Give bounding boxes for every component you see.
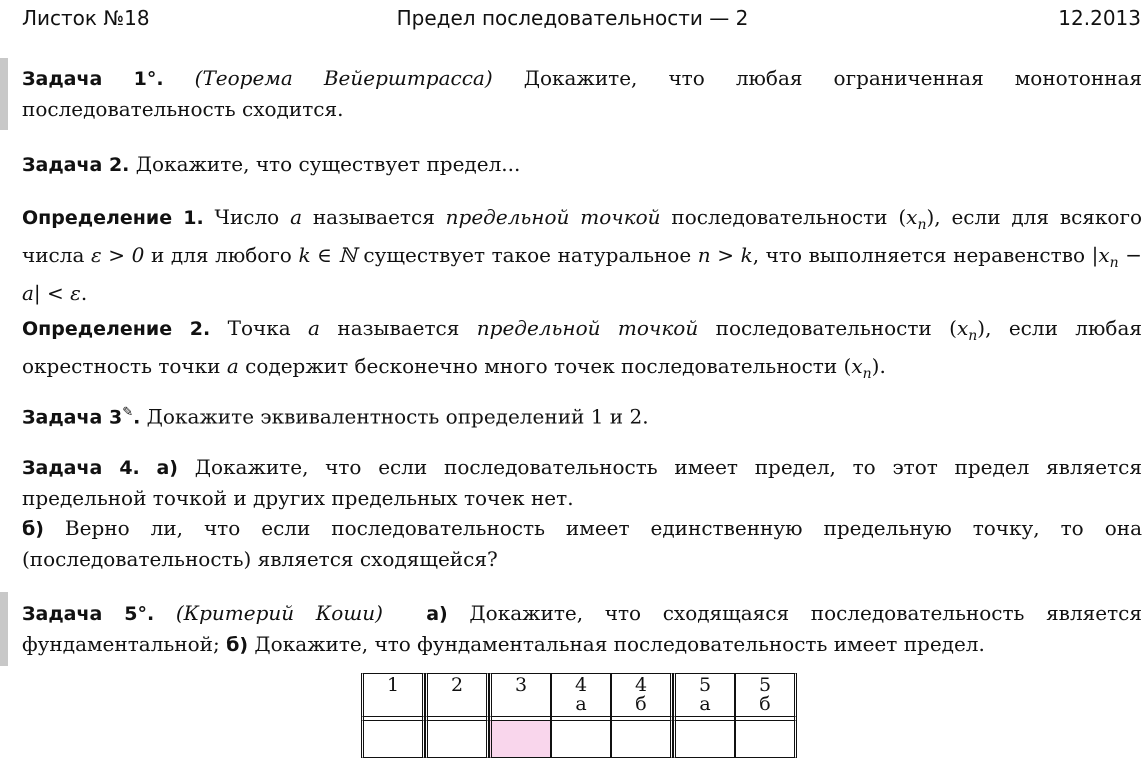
math-subscript: n: [862, 366, 872, 382]
problem-5-note: (Критерий Коши): [175, 601, 383, 625]
definition-1-text: последовательности (: [660, 205, 907, 229]
problem-1: [22, 63, 1142, 124]
problem-4b-label: б): [22, 518, 44, 540]
column-number: 3: [514, 674, 528, 696]
grade-table: [361, 673, 797, 758]
math-x: x: [851, 354, 863, 378]
definition-2-text: называется: [319, 316, 477, 340]
grade-column-header: [611, 673, 673, 717]
problem-4a-text: Докажите, что если последовательность имеет предел, то этот предел является предельной точкой и других предельных точек нет.: [22, 455, 1142, 510]
definition-2-text: ).: [871, 354, 886, 378]
column-number: 2: [450, 674, 464, 696]
problem-4: [22, 452, 1142, 574]
definition-1-text: ), если для всякого числа: [22, 205, 1142, 267]
grade-table-row: [361, 720, 797, 758]
math-subscript: n: [1109, 255, 1119, 271]
problem-1-label: Задача 1°.: [22, 68, 164, 90]
problem-3-label: Задача 3: [22, 406, 123, 429]
math-x: x: [906, 205, 918, 229]
math-inequality: |x: [1091, 243, 1110, 267]
sheet-number: Листок №18: [22, 6, 150, 30]
column-number: 4: [574, 674, 588, 696]
definition-2-text: содержит бесконечно много точек последовательности (: [238, 354, 852, 378]
math-a: a: [308, 316, 320, 340]
column-part: а: [575, 693, 587, 715]
math-a: a: [290, 205, 302, 229]
problem-2-label: Задача 2.: [22, 154, 130, 176]
grade-column-header: [673, 673, 735, 717]
sheet-title: Предел последовательности — 2: [396, 6, 749, 30]
grade-column-header: [425, 673, 489, 717]
definition-1-label: Определение 1.: [22, 207, 204, 229]
definition-1-text: и для любого: [144, 243, 299, 267]
definition-1-text: называется: [302, 205, 446, 229]
problem-4b-text: Верно ли, что если последовательность имеет единственную предельную точку, то она (последовательность) является сходящейся?: [22, 516, 1142, 571]
starred-margin-bar: [0, 592, 8, 666]
problem-2-text: Докажите, что существует предел...: [129, 152, 521, 176]
definition-2: [22, 313, 1142, 389]
problem-3-dot: .: [133, 406, 141, 429]
column-part: б: [635, 693, 647, 715]
column-number: 5: [698, 674, 712, 696]
grade-cell: [673, 720, 735, 758]
grade-cell: [735, 720, 797, 758]
problem-5b-label: б): [226, 634, 249, 656]
definition-1-text: существует такое натуральное: [356, 243, 698, 267]
math-subscript: n: [968, 328, 978, 344]
definition-1-text: , что выполняется неравенство: [752, 243, 1092, 267]
column-number: 1: [386, 674, 400, 696]
column-part: б: [759, 693, 771, 715]
grade-column-header: [489, 673, 551, 717]
problem-3-text: Докажите эквивалентность определений 1 и 2.: [140, 404, 649, 429]
definition-2-label: Определение 2.: [22, 318, 211, 340]
column-number: 5: [758, 674, 772, 696]
problem-4-label: Задача 4.: [22, 457, 140, 479]
column-part: а: [699, 693, 711, 715]
column-number: 4: [634, 674, 648, 696]
problem-5: [22, 598, 1142, 660]
definition-2-text: последовательности (: [698, 316, 957, 340]
sheet-date: 12.2013: [1058, 6, 1141, 30]
definition-2-text: Точка: [210, 316, 309, 340]
problem-4a-label: а): [156, 457, 178, 479]
grade-cell: [611, 720, 673, 758]
page-header: [0, 6, 1145, 36]
grade-table-header: [361, 673, 797, 717]
definition-1-text: Число: [203, 205, 291, 229]
grade-column-header: [551, 673, 611, 717]
math-epsilon: ε > 0: [90, 243, 145, 267]
grade-cell: [551, 720, 611, 758]
pencil-icon: ✎: [122, 405, 134, 420]
math-inequality: − a| < ε: [22, 243, 1143, 305]
problem-2: [22, 149, 1142, 180]
problem-5a-text: Докажите, что сходящаяся последовательность является фундаментальной;: [22, 601, 1142, 656]
math-n-gt-k: n > k: [697, 243, 753, 267]
grade-cell: [425, 720, 489, 758]
grade-cell-highlighted: [489, 720, 551, 758]
problem-5a-label: а): [426, 603, 448, 625]
problem-3: [22, 398, 1142, 433]
grade-column-header: [735, 673, 797, 717]
grade-column-header: [361, 673, 425, 717]
math-k: k ∈ ℕ: [298, 243, 357, 267]
starred-margin-bar: [0, 58, 8, 130]
math-x: x: [956, 316, 969, 340]
definition-2-text: ), если любая окрестность точки: [22, 316, 1142, 378]
definition-2-term: предельной точкой: [476, 316, 699, 340]
math-subscript: n: [917, 217, 927, 233]
grade-cell: [361, 720, 425, 758]
problem-1-note: (Теорема Вейерштрасса): [194, 66, 493, 90]
math-a: a: [226, 354, 239, 378]
problem-1-text: Докажите, что любая ограниченная монотонная последовательность сходится.: [22, 66, 1143, 121]
definition-1-term: предельной точкой: [445, 205, 661, 229]
definition-1-text: .: [80, 281, 88, 305]
problem-5-label: Задача 5°.: [22, 603, 155, 625]
definition-1: [22, 202, 1142, 308]
problem-5b-text: Докажите, что фундаментальная последовательность имеет предел.: [248, 632, 985, 656]
